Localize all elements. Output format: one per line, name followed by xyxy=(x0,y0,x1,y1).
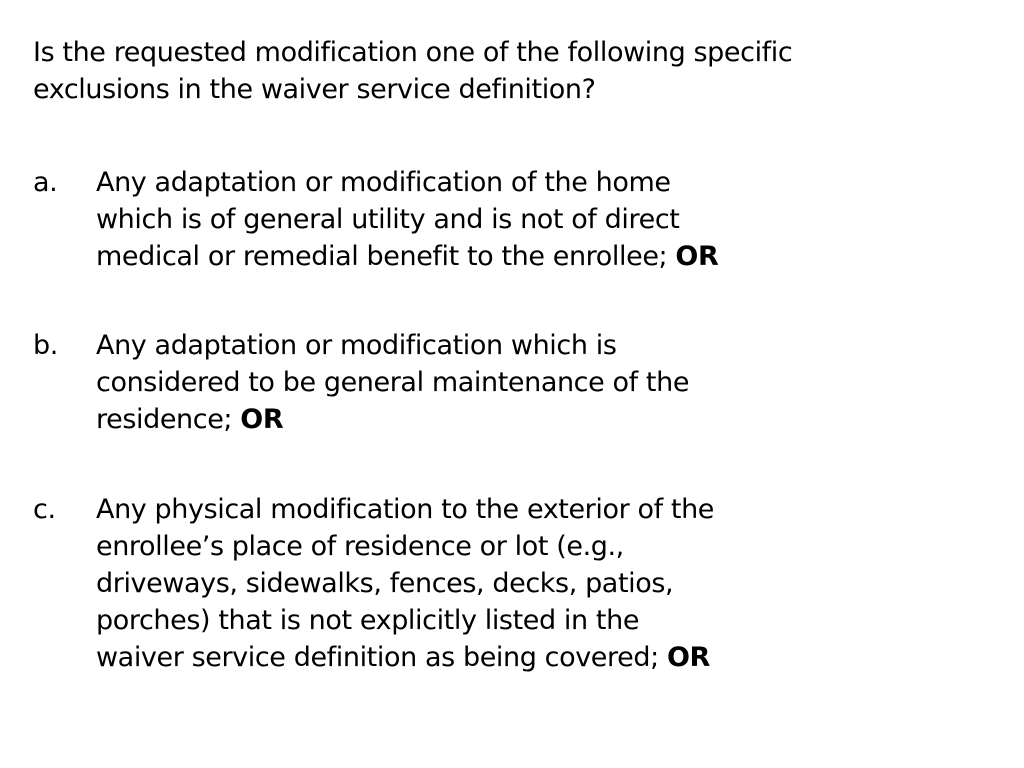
exclusion-line-text: waiver service definition as being covered; xyxy=(96,642,659,673)
exclusion-line: Any adaptation or modification of the home xyxy=(96,167,671,198)
exclusion-text xyxy=(96,491,714,676)
exclusion-line-text: residence; xyxy=(96,404,233,435)
exclusion-line xyxy=(96,401,689,438)
list-marker: a. xyxy=(33,167,58,198)
or-connector: OR xyxy=(240,404,284,435)
exclusion-line: porches) that is not explicitly listed in the xyxy=(96,605,640,636)
exclusion-text xyxy=(96,327,689,438)
exclusion-line: driveways, sidewalks, fences, decks, patios, xyxy=(96,568,674,599)
or-connector: OR xyxy=(675,241,719,272)
exclusion-line: considered to be general maintenance of the xyxy=(96,367,690,398)
exclusion-line xyxy=(96,238,718,275)
list-marker: c. xyxy=(33,494,56,525)
question-line: exclusions in the waiver service definition? xyxy=(33,74,596,105)
exclusion-line: which is of general utility and is not of direct xyxy=(96,204,680,235)
or-connector: OR xyxy=(666,642,710,673)
question-text xyxy=(33,34,993,108)
list-marker: b. xyxy=(33,330,58,361)
exclusion-text xyxy=(96,164,718,275)
question-line: Is the requested modification one of the following specific xyxy=(33,37,793,68)
exclusion-line xyxy=(96,639,714,676)
exclusion-line: Any adaptation or modification which is xyxy=(96,330,617,361)
exclusion-line: Any physical modification to the exterior of the xyxy=(96,494,714,525)
exclusion-line-text: medical or remedial benefit to the enrollee; xyxy=(96,241,668,272)
exclusion-line: enrollee’s place of residence or lot (e.g., xyxy=(96,531,624,562)
